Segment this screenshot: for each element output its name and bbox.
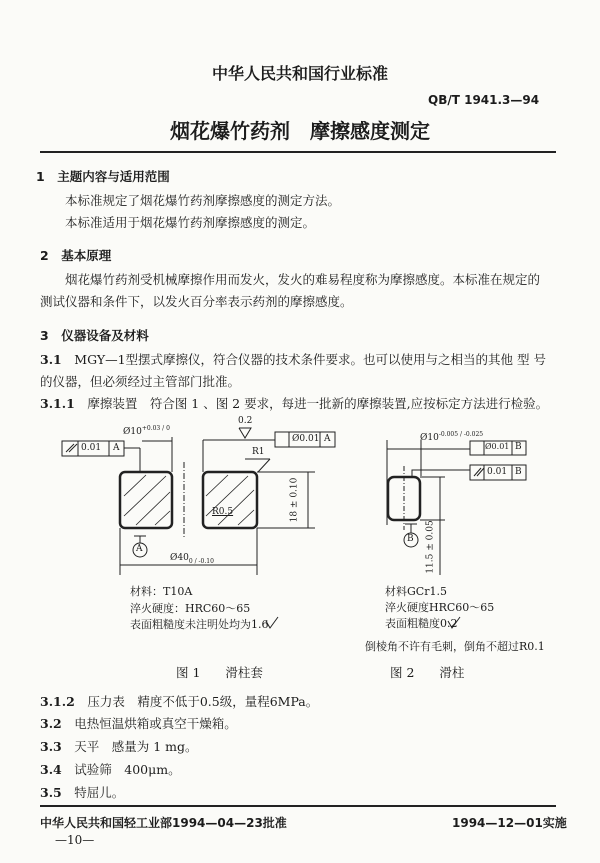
fig1-radius-outer: R1 [252,447,265,457]
figure-1-drawing [62,428,335,628]
section-2-line: 烟花爆竹药剂受机械摩擦作用而发火，发火的难易程度称为摩擦感度。本标准在规定的 [65,272,541,287]
figure-1-caption: 图 1 滑柱套 [176,665,263,680]
page-number: —10— [55,833,95,847]
section-1-heading: 1 主题内容与适用范围 [36,169,170,184]
fig2-tolerance-1-datum: B [515,442,522,452]
approval-date: 中华人民共和国轻工业部1994—04—23批准 [40,816,287,830]
fig1-radius-inner: R0.5 [212,507,234,517]
page-title: 烟花爆竹药剂 摩擦感度测定 [170,119,430,143]
standard-category: 中华人民共和国行业标准 [211,64,388,83]
fig2-note: 倒棱角不许有毛刺，倒角不超过R0.1 [365,640,545,653]
section-1-line: 本标准适用于烟花爆竹药剂摩擦感度的测定。 [65,215,316,230]
fig2-roughness-note: 表面粗糙度0.2 [385,617,458,630]
footer-rule [40,805,556,807]
figure-2-caption: 图 2 滑柱 [390,665,465,680]
item-3-1-cont: 的仪器，但必须经过主管部门批准。 [40,374,241,389]
fig1-tolerance-left-value: 0.01 [81,443,102,453]
fig2-hardness: 淬火硬度HRC60～65 [385,601,495,614]
fig2-tolerance-2-datum: B [515,467,522,477]
fig1-hardness: 淬火硬度：HRC60～65 [130,602,251,615]
effective-date: 1994—12—01实施 [452,816,567,830]
item-3-2: 3.2 电热恒温烘箱或真空干燥箱。 [40,716,237,731]
item-3-3: 3.3 天平 感量为 1 mg。 [40,739,198,754]
fig1-tolerance-right-datum: A [324,434,331,444]
item-3-1: 3.1 MGY—1型摆式摩擦仪，符合仪器的技术条件要求。也可以使用与之相当的其他 型 号 [40,352,546,367]
section-2-line: 测试仪器和条件下，以发火百分率表示药剂的摩擦感度。 [40,294,353,309]
fig1-dia-bottom: $Ø40_{0 / -0.10}$ [170,553,214,565]
fig1-height-dim: 18 ± 0.10 [289,477,300,523]
fig1-roughness-note: 表面粗糙度未注明处均为1.6 [130,618,269,631]
item-3-1-2: 3.1.2 压力表 精度不低于0.5级，量程6MPa。 [40,694,319,709]
standard-code: QB/T 1941.3—94 [428,93,540,107]
fig2-datum-label: B [407,534,414,544]
fig2-height-dim: 11.5 ± 0.05 [425,520,436,574]
fig1-tolerance-left-datum: A [113,443,120,453]
item-3-5: 3.5 特屈儿。 [40,785,125,800]
fig1-datum-label: A [136,544,143,554]
fig1-dia-top: $Ø10^{+0.03 / 0}$ [123,425,170,437]
section-2-heading: 2 基本原理 [40,248,112,263]
fig2-material: 材料GCr1.5 [385,585,447,598]
fig1-tolerance-right-value: Ø0.01 [292,434,320,444]
fig2-tolerance-2-value: 0.01 [487,467,508,477]
item-3-4: 3.4 试验筛 400μm。 [40,762,181,777]
section-3-heading: 3 仪器设备及材料 [40,328,149,343]
fig1-roughness-top: 0.2 [238,416,253,426]
fig2-dia-top: $Ø10^{-0.005 / -0.025}$ [420,431,484,443]
section-1-line: 本标准规定了烟花爆竹药剂摩擦感度的测定方法。 [65,193,341,208]
item-3-1-1: 3.1.1 摩擦装置 符合图 1 、图 2 要求，每进一批新的摩擦装置,应按标定方法进行检验。 [40,396,549,411]
fig2-tolerance-1-value: Ø0.01 [485,442,510,451]
fig1-material: 材料：T10A [130,585,193,598]
